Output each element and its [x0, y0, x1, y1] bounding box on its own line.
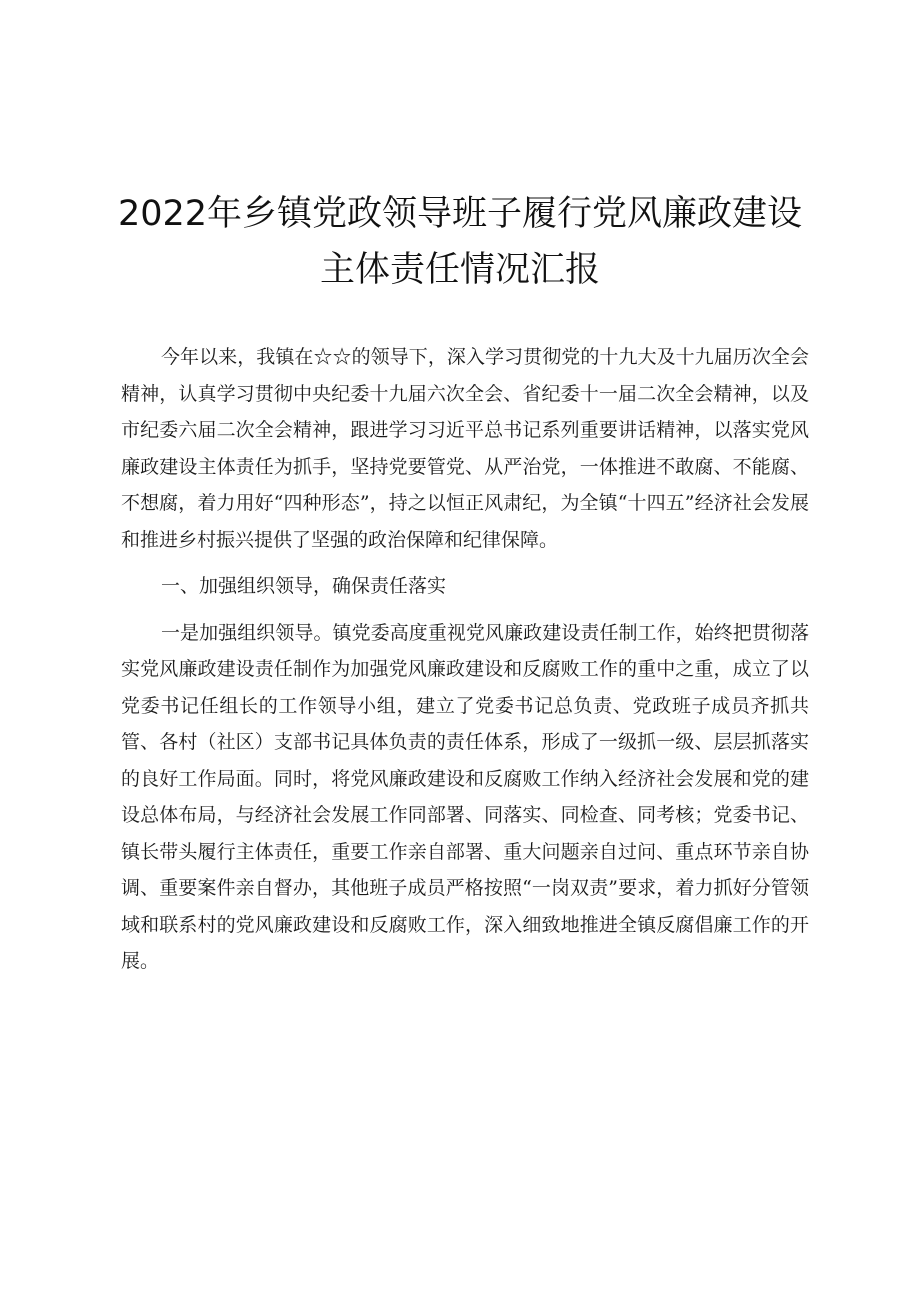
intro-paragraph: 今年以来，我镇在☆☆的领导下，深入学习贯彻党的十九大及十九届历次全会精神，认真学习贯彻中央纪委十九届六次全会、省纪委十一届二次全会精神，以及市纪委六届二次全会精神，跟进学习习近平总书记系列重要讲话精神，以落实党风廉政建设主体责任为抓手，坚持党要管党、从严治党，一体推进不敢腐、不能腐、不想腐，着力用好“四种形态”，持之以恒正风肃纪，为全镇“十四五”经济社会发展和推进乡村振兴提供了坚强的政治保障和纪律保障。	[121, 346, 809, 551]
title-line-1: 2022年乡镇党政领导班子履行党风廉政建设	[117, 194, 803, 234]
title-line-2: 主体责任情况汇报	[319, 250, 600, 290]
body-paragraph: 一是加强组织领导。镇党委高度重视党风廉政建设责任制工作，始终把贯彻落实党风廉政建设责任制作为加强党风廉政建设和反腐败工作的重中之重，成立了以党委书记任组长的工作领导小组，建立了党委书记总负责、党政班子成员齐抓共管、各村（社区）支部书记具体负责的责任体系，形成了一级抓一级、层层抓落实的良好工作局面。同时，将党风廉政建设和反腐败工作纳入经济社会发展和党的建设总体布局，与经济社会发展工作同部署、同落实、同检查、同考核；党委书记、镇长带头履行主体责任，重要工作亲自部署、重大问题亲自过问、重点环节亲自协调、重要案件亲自督办，其他班子成员严格按照“一岗双责”要求，着力抓好分管领域和联系村的党风廉政建设和反腐败工作，深入细致地推进全镇反腐倡廉工作的开展。	[121, 621, 809, 972]
section-heading: 一、加强组织领导，确保责任落实	[161, 575, 447, 597]
document-title	[100, 186, 820, 298]
document-body	[121, 339, 809, 980]
